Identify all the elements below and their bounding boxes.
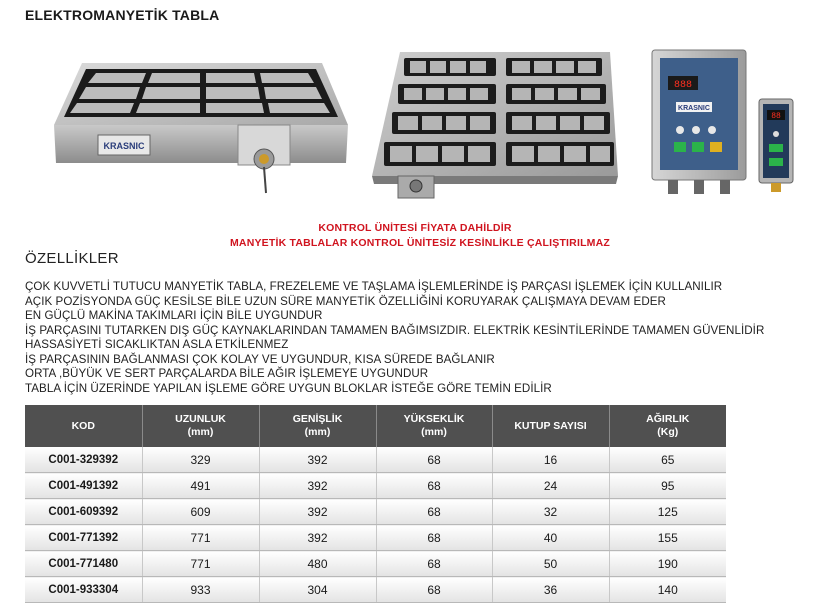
column-header-width: GENİŞLİK (mm) xyxy=(259,405,376,447)
column-header-pole-count: KUTUP SAYISI xyxy=(492,405,609,447)
cell-pole-count: 40 xyxy=(492,525,609,551)
cell-height: 68 xyxy=(376,551,492,577)
cell-code: C001-771392 xyxy=(25,525,142,551)
cell-weight: 190 xyxy=(609,551,726,577)
cell-code: C001-329392 xyxy=(25,447,142,473)
cell-weight: 65 xyxy=(609,447,726,473)
feature-item: İŞ PARÇASININ BAĞLANMASI ÇOK KOLAY VE UYGUNDUR, KISA SÜREDE BAĞLANIR xyxy=(25,352,495,366)
column-header-height: YÜKSEKLİK (mm) xyxy=(376,405,492,447)
cell-pole-count: 36 xyxy=(492,577,609,603)
table-row xyxy=(25,473,726,499)
feature-item: HASSASİYETİ SICAKLIKTAN ASLA ETKİLENMEZ xyxy=(25,338,289,351)
cell-length: 771 xyxy=(142,551,259,577)
cell-length: 491 xyxy=(142,473,259,499)
cell-pole-count: 16 xyxy=(492,447,609,473)
control-unit-display: 888 xyxy=(673,80,693,91)
cell-code: C001-609392 xyxy=(25,499,142,525)
cell-length: 329 xyxy=(142,447,259,473)
cell-weight: 140 xyxy=(609,577,726,603)
cell-height: 68 xyxy=(376,525,492,551)
cell-width: 392 xyxy=(259,499,376,525)
cell-weight: 95 xyxy=(609,473,726,499)
electromagnetic-table-photo-2 xyxy=(370,48,620,200)
cell-height: 68 xyxy=(376,447,492,473)
cell-pole-count: 24 xyxy=(492,473,609,499)
electromagnetic-table-photo-1 xyxy=(52,55,350,205)
page-title: ELEKTROMANYETİK TABLA xyxy=(25,7,220,23)
features-list xyxy=(25,280,764,396)
cell-pole-count: 50 xyxy=(492,551,609,577)
cell-width: 392 xyxy=(259,525,376,551)
cell-width: 480 xyxy=(259,551,376,577)
spec-table xyxy=(25,405,726,603)
cell-code: C001-491392 xyxy=(25,473,142,499)
cell-width: 392 xyxy=(259,447,376,473)
cell-weight: 125 xyxy=(609,499,726,525)
control-unit-brand: KRASNIC xyxy=(678,105,710,112)
features-heading: ÖZELLİKLER xyxy=(25,250,119,267)
feature-item: İŞ PARÇASINI TUTARKEN DIŞ GÜÇ KAYNAKLARINDAN TAMAMEN BAĞIMSIZDIR. ELEKTRİK KESİNTİLERİNDE TAMAMEN GÜVENLİDİR xyxy=(25,323,765,337)
table-row xyxy=(25,499,726,525)
table-header-row xyxy=(25,405,726,447)
cell-length: 609 xyxy=(142,499,259,525)
control-unit-photo xyxy=(650,48,750,200)
table-row xyxy=(25,447,726,473)
column-header-weight: AĞIRLIK (Kg) xyxy=(609,405,726,447)
cell-length: 933 xyxy=(142,577,259,603)
feature-item: ORTA ,BÜYÜK VE SERT PARÇALARDA BİLE AĞIR İŞLEMEYE UYGUNDUR xyxy=(25,367,429,380)
table-row xyxy=(25,525,726,551)
notice-do-not-operate-without-control-unit: MANYETİK TABLALAR KONTROL ÜNİTESİZ KESİNLİKLE ÇALIŞTIRILMAZ xyxy=(229,237,611,249)
feature-item: ÇOK KUVVETLİ TUTUCU MANYETİK TABLA, FREZELEME VE TAŞLAMA İŞLEMLERİNDE İŞ PARÇASI İŞLEMEK İÇİN KULLANILIR xyxy=(25,280,723,293)
cell-width: 392 xyxy=(259,473,376,499)
table-row xyxy=(25,551,726,577)
cell-height: 68 xyxy=(376,499,492,525)
cell-length: 771 xyxy=(142,525,259,551)
remote-display: 88 xyxy=(771,112,781,121)
cell-code: C001-933304 xyxy=(25,577,142,603)
cell-height: 68 xyxy=(376,473,492,499)
feature-item: AÇIK POZİSYONDA GÜÇ KESİLSE BİLE UZUN SÜRE MANYETİK ÖZELLİĞİNİ KORUYARAK ÇALIŞMAYA DEVAM EDER xyxy=(25,294,666,308)
brand-label: KRASNIC xyxy=(103,141,145,151)
table-row xyxy=(25,577,726,603)
cell-width: 304 xyxy=(259,577,376,603)
cell-height: 68 xyxy=(376,577,492,603)
column-header-code: KOD xyxy=(25,405,142,447)
cell-pole-count: 32 xyxy=(492,499,609,525)
column-header-length: UZUNLUK (mm) xyxy=(142,405,259,447)
cell-weight: 155 xyxy=(609,525,726,551)
cell-code: C001-771480 xyxy=(25,551,142,577)
remote-control-photo xyxy=(758,98,794,193)
feature-item: EN GÜÇLÜ MAKİNA TAKIMLARI İÇİN BİLE UYGUNDUR xyxy=(25,309,323,322)
feature-item: TABLA İÇİN ÜZERİNDE YAPILAN İŞLEME GÖRE UYGUN BLOKLAR İSTEĞE GÖRE TEMİN EDİLİR xyxy=(25,381,552,395)
notice-control-unit-included: KONTROL ÜNİTESİ FİYATA DAHİLDİR xyxy=(318,222,512,234)
